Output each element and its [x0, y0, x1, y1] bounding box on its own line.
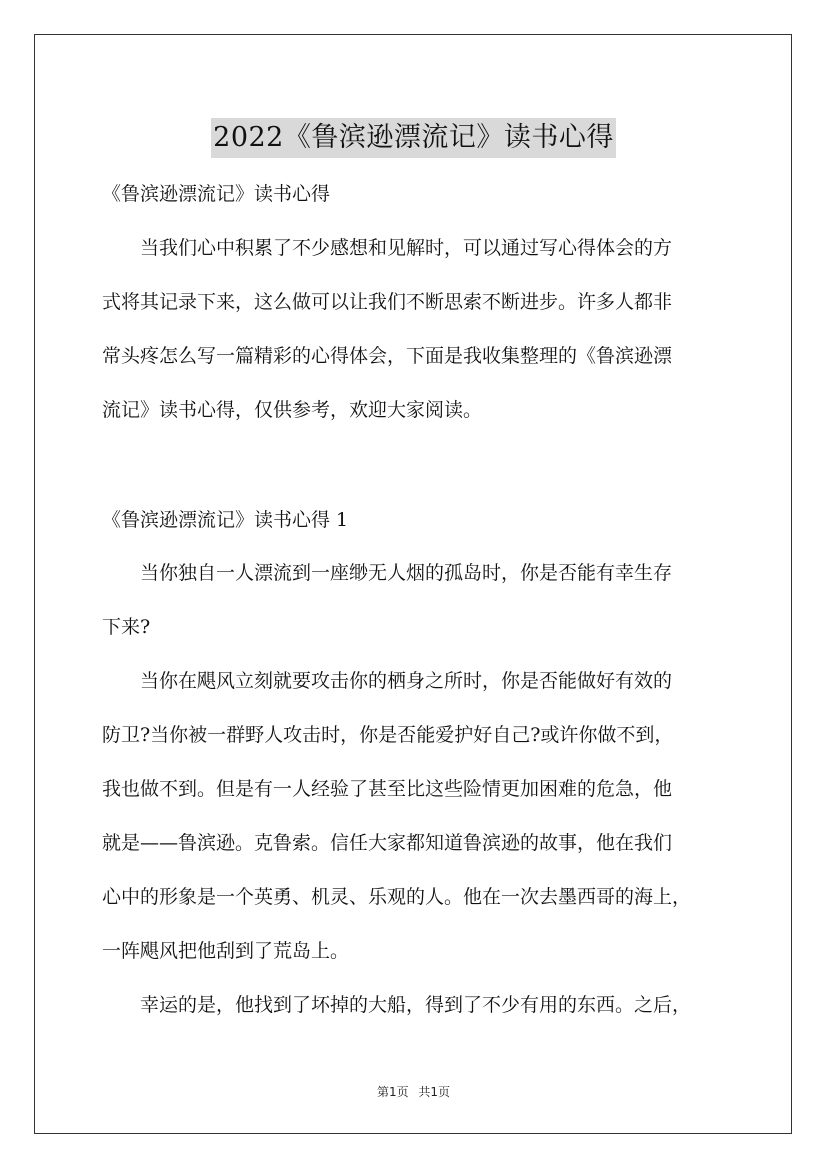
- intro-paragraph: [102, 221, 734, 437]
- page-total: 共1页: [418, 1085, 451, 1099]
- intro-line: 流记》读书心得，仅供参考，欢迎大家阅读。: [102, 399, 483, 421]
- body-text: [102, 546, 734, 1032]
- body-line: 一阵飓风把他刮到了荒岛上。: [102, 940, 350, 962]
- page-footer: [0, 1083, 827, 1100]
- body-line: 就是——鲁滨逊。克鲁索。信任大家都知道鲁滨逊的故事，他在我们: [102, 832, 673, 854]
- title-block: [0, 100, 827, 176]
- page-number: 第1页: [376, 1085, 409, 1099]
- intro-line: 当我们心中积累了不少感想和见解时，可以通过写心得体会的方: [102, 237, 673, 259]
- body-line: 我也做不到。但是有一人经验了甚至比这些险情更加困难的危急，他: [102, 778, 673, 800]
- body-line: 当你在飓风立刻就要攻击你的栖身之所时，你是否能做好有效的: [102, 670, 673, 692]
- document-title: 2022《鲁滨逊漂流记》读书心得: [211, 118, 616, 158]
- body-line: 防卫?当你被一群野人攻击时，你是否能爱护好自己?或许你做不到，: [102, 724, 674, 746]
- intro-line: 常头疼怎么写一篇精彩的心得体会，下面是我收集整理的《鲁滨逊漂: [102, 345, 673, 367]
- body-line: 心中的形象是一个英勇、机灵、乐观的人。他在一次去墨西哥的海上，: [102, 886, 692, 908]
- intro-line: 式将其记录下来，这么做可以让我们不断思索不断进步。许多人都非: [102, 291, 673, 313]
- body-line: 当你独自一人漂流到一座缈无人烟的孤岛时，你是否能有幸生存: [102, 562, 673, 584]
- body-line: 幸运的是，他找到了坏掉的大船，得到了不少有用的东西。之后，: [102, 994, 692, 1016]
- document-subtitle: 《鲁滨逊漂流记》读书心得: [102, 183, 331, 205]
- body-line: 下来?: [102, 616, 151, 638]
- section-heading: 《鲁滨逊漂流记》读书心得 1: [102, 509, 349, 531]
